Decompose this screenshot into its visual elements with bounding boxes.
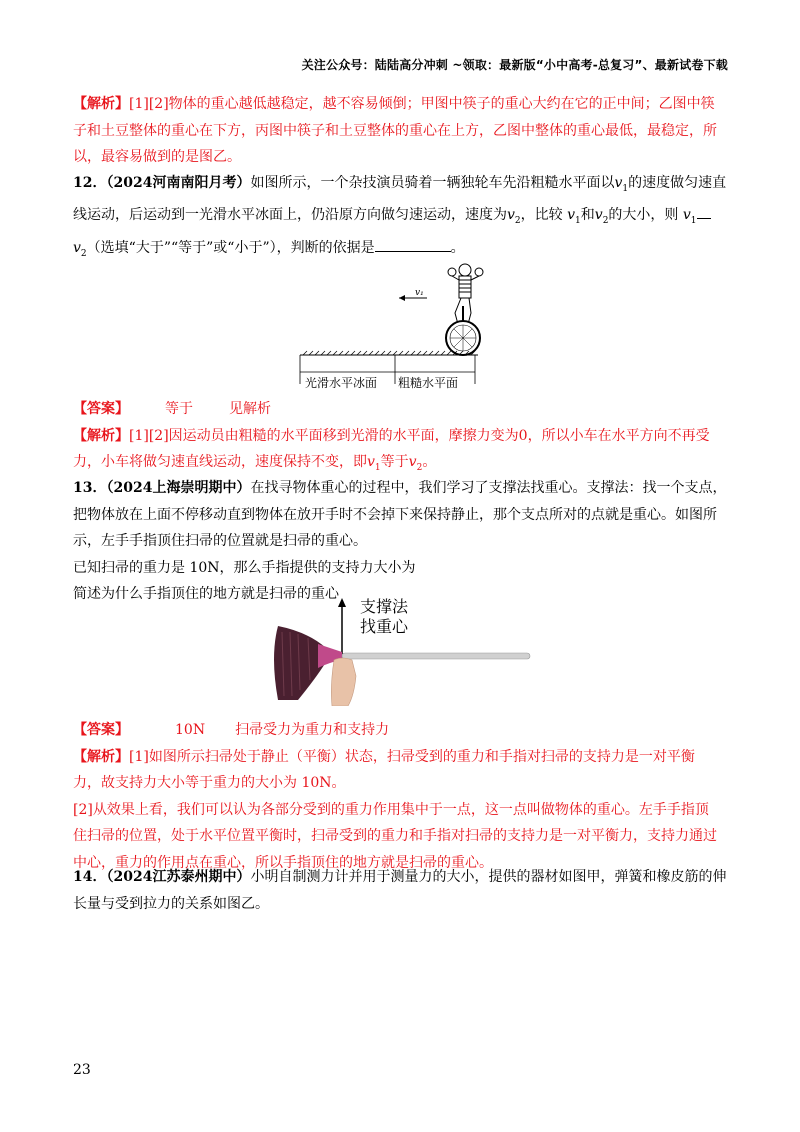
analysis-text: 等于 <box>380 454 409 470</box>
question-number: 12． <box>73 175 107 191</box>
hand <box>331 658 356 706</box>
question-text: 。 <box>450 239 465 256</box>
analysis-line: 子和土豆整体的重心在下方，丙图中筷子和土豆整体的重心在上方，乙图中整体的重心最低，最稳定，所 <box>73 122 717 139</box>
answer-value: 等于 <box>165 401 193 417</box>
question-number: 14． <box>73 869 107 885</box>
question-number: 13． <box>73 480 107 496</box>
question-text: 如图所示，一个杂技演员骑着一辆独轮车先沿粗糙水平面以 <box>250 175 615 191</box>
question-source: （2024河南南阳月考） <box>106 175 251 191</box>
question-text: 示，左手手指顶住扫帚的位置就是扫帚的重心。 <box>73 533 367 549</box>
analysis-line: 力，故支持力大小等于重力的大小为 10N。 <box>73 775 346 791</box>
velocity-label: v₁ <box>415 288 424 298</box>
var-sub: 1 <box>374 462 381 473</box>
performer-body <box>459 276 471 298</box>
analysis-line: 力，小车将做匀速直线运动，速度保持不变，即 <box>73 454 367 470</box>
answer-value: 10N <box>175 722 206 738</box>
question-13 <box>73 475 733 608</box>
var-sub: 2 <box>80 248 87 259</box>
analysis-line: [2]从效果上看，我们可以认为各部分受到的重力作用集中于一点，这一点叫做物体的重心。左手手指顶 <box>73 801 709 818</box>
var-v: v <box>408 454 417 470</box>
q12-answer <box>73 396 733 481</box>
juggling-ball <box>475 268 483 276</box>
question-14 <box>73 864 733 917</box>
question-text: 长量与受到拉力的关系如图乙。 <box>73 895 269 912</box>
answer-value: 见解析 <box>229 401 271 417</box>
analysis-line: [1][2]物体的重心越低越稳定，越不容易倾倒；甲图中筷子的重心大约在它的正中间；乙图中筷 <box>129 96 715 112</box>
juggling-ball <box>448 268 456 276</box>
performer-head <box>459 264 471 276</box>
question-text: （选填“大于”“等于”或“小于”），判断的依据是 <box>86 239 375 256</box>
broom-handle <box>342 653 530 659</box>
figure-label: 找重心 <box>360 617 409 636</box>
var-v: v <box>594 207 603 224</box>
analysis-line: 中心，重力的作用点在重心，所以手指顶住的地方就是扫帚的重心。 <box>73 854 493 871</box>
var-sub: 1 <box>690 216 697 227</box>
var-sub: 1 <box>622 183 629 194</box>
analysis-text: 。 <box>422 454 437 470</box>
q13-answer <box>73 717 733 876</box>
analysis-tag: 【解析】 <box>73 427 129 444</box>
var-sub: 2 <box>514 216 521 227</box>
question-12 <box>73 170 733 267</box>
answer-blank[interactable] <box>697 204 711 219</box>
question-text: ，比较 <box>520 207 563 224</box>
question-text: 在找寻物体重心的过程中，我们学习了支撑法找重心。支撑法：找一个支点， <box>250 480 727 496</box>
answer-blank[interactable] <box>375 237 451 252</box>
unicycle-figure <box>295 258 485 398</box>
question-source: （2024江苏泰州期中） <box>106 869 251 885</box>
question-text: 和 <box>580 207 595 224</box>
arrow-head-icon <box>399 295 405 301</box>
var-v: v <box>682 207 691 224</box>
answer-tag: 【答案】 <box>73 401 129 417</box>
arrow-head-icon <box>338 598 346 607</box>
analysis-line: 以，最容易做到的是图乙。 <box>73 149 241 165</box>
question-source: （2024上海崇明期中） <box>106 480 251 496</box>
broom-figure <box>268 596 534 706</box>
q11-analysis <box>73 91 733 171</box>
question-text: 小明自制测力计并用于测量力的大小，提供的器材如图甲，弹簧和橡皮筋的伸 <box>250 869 727 885</box>
analysis-line: [1][2]因运动员由粗糙的水平面移到光滑的水平面，摩擦力变为0，所以小车在水平方向不再受 <box>129 427 710 444</box>
page-header: 关注公众号：陆陆高分冲刺 ~领取：最新版“小中高考-总复习”、最新试卷下载 <box>301 58 728 72</box>
analysis-line: 住扫帚的位置，处于水平位置平衡时，扫帚受到的重力和手指对扫帚的支持力是一对平衡力，支持力通过 <box>73 828 717 844</box>
left-surface-label: 光滑水平冰面 <box>305 376 378 390</box>
page-number: 23 <box>73 1062 91 1078</box>
var-v: v <box>367 454 375 470</box>
figure-label: 支撑法 <box>360 597 409 616</box>
var-v: v <box>507 207 515 224</box>
var-v: v <box>614 175 623 191</box>
question-text: 的大小，则 <box>608 207 679 224</box>
question-text: 把物体放在上面不停移动直到物体在放开手时不会掉下来保持静止，那个支点所对的点就是重心。如图所 <box>73 506 717 523</box>
var-sub: 2 <box>416 462 423 473</box>
ground-hatch <box>303 351 475 355</box>
analysis-tag: 【解析】 <box>73 96 129 112</box>
right-surface-label: 粗糙水平面 <box>398 376 459 390</box>
analysis-line: [1]如图所示扫帚处于静止（平衡）状态，扫帚受到的重力和手指对扫帚的支持力是一对平衡 <box>129 748 695 765</box>
question-text: 已知扫帚的重力是 10N，那么手指提供的支持力大小为 <box>73 559 416 576</box>
var-sub: 2 <box>602 216 609 227</box>
answer-value: 扫帚受力为重力和支持力 <box>235 722 390 738</box>
var-v: v <box>567 207 576 224</box>
var-sub: 1 <box>575 216 581 227</box>
analysis-tag: 【解析】 <box>73 748 129 765</box>
question-text: 简述为什么手指顶住的地方就是扫帚的重心 <box>73 586 339 602</box>
question-text: 线运动，后运动到一光滑水平冰面上，仍沿原方向做匀速运动，速度为 <box>73 207 507 224</box>
question-text: 的速度做匀速直 <box>628 175 727 191</box>
answer-tag: 【答案】 <box>73 722 129 738</box>
var-v: v <box>73 239 81 256</box>
